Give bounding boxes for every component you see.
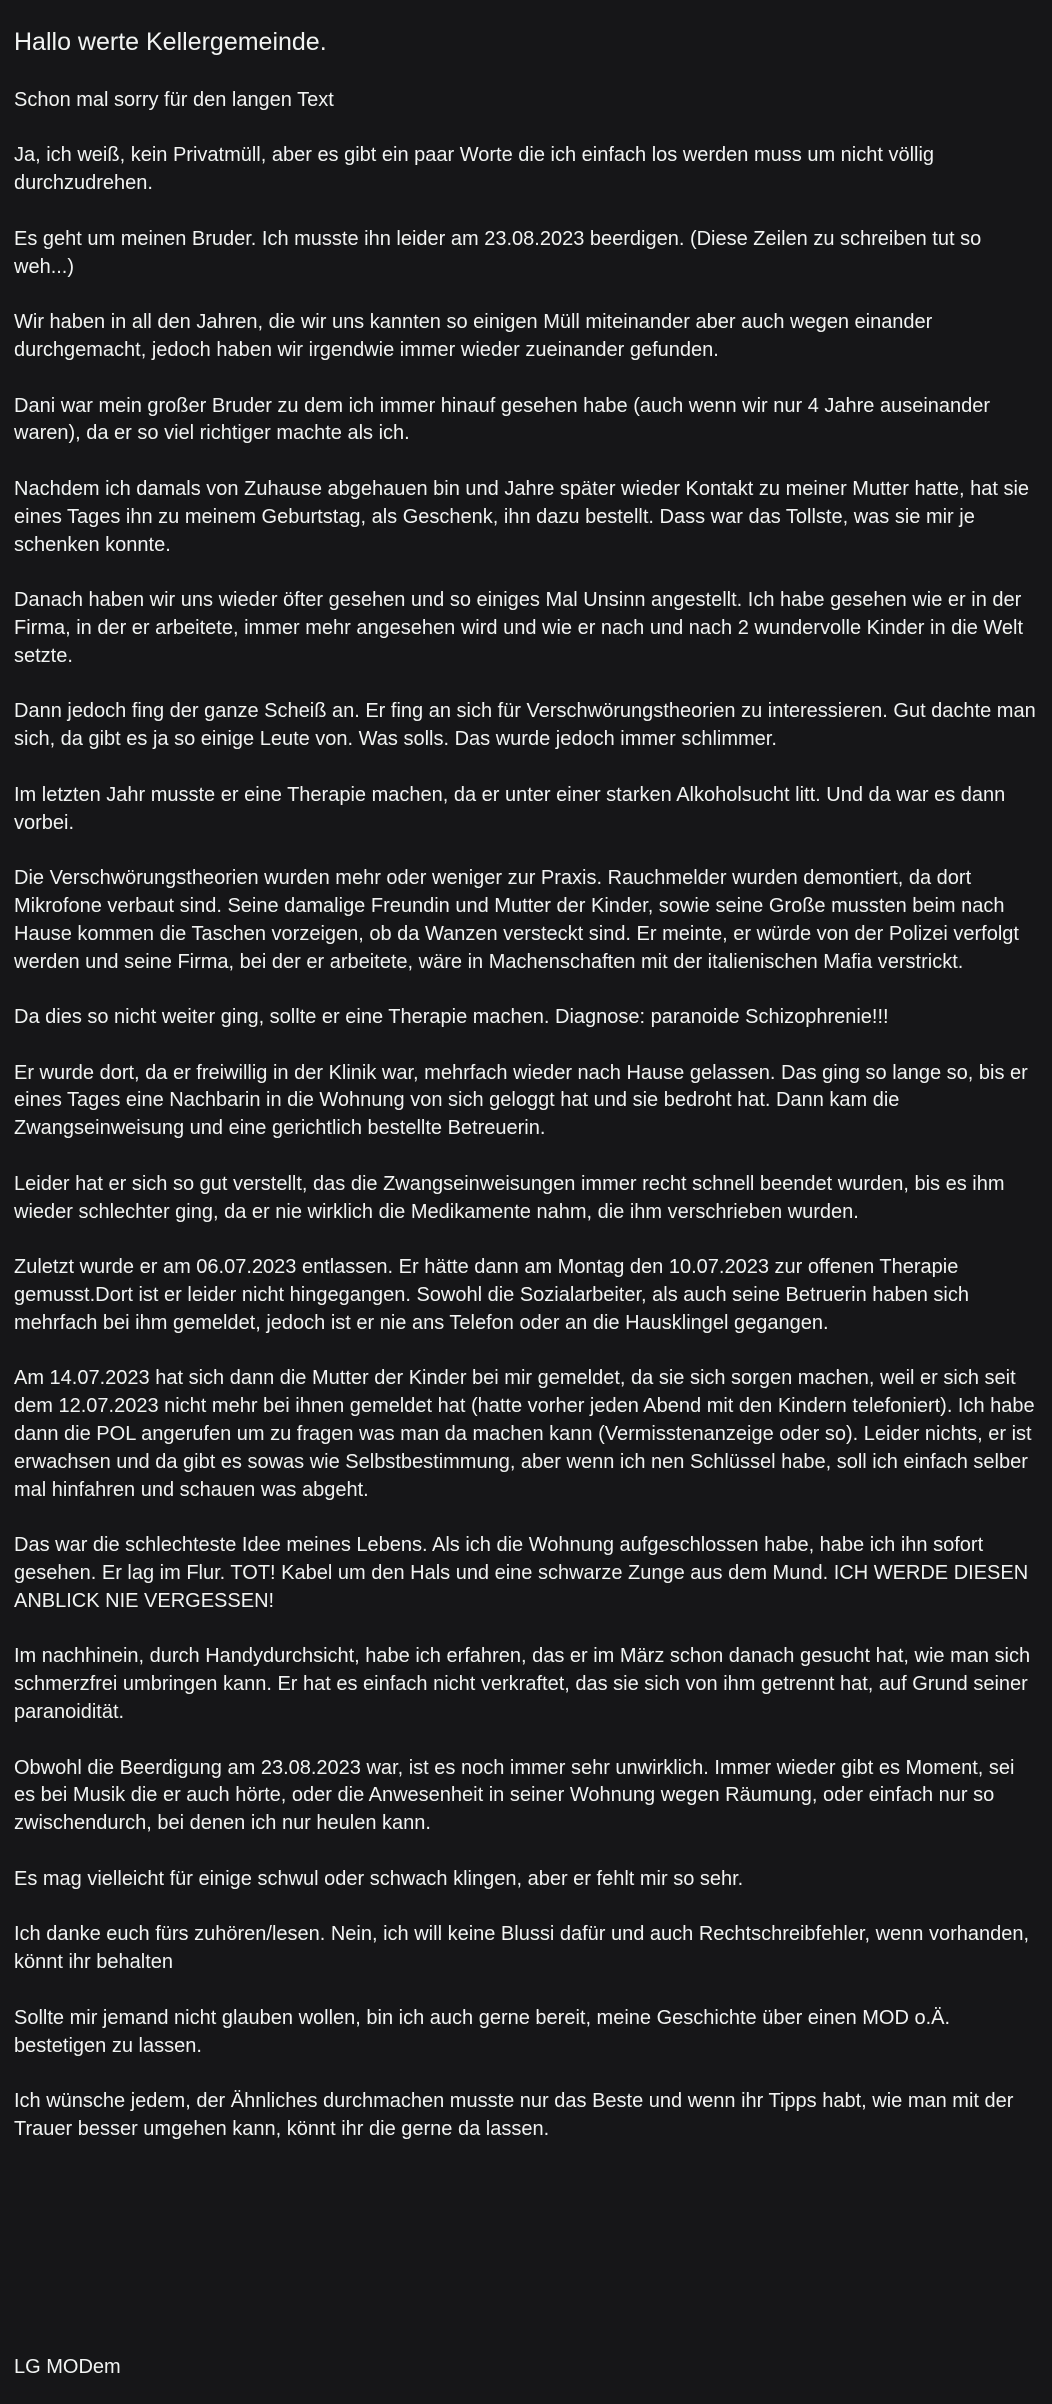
paragraph-years-together: Wir haben in all den Jahren, die wir uns kannten so einigen Müll miteinander aber auch wegen einander durchgemacht, jedoch haben wir irgendwie immer wieder zueinander gefunden. (14, 311, 933, 361)
post-heading: Hallo werte Kellergemeinde. (14, 28, 327, 56)
paragraph-funeral-unreal: Obwohl die Beerdigung am 23.08.2023 war, ist es noch immer sehr unwirklich. Immer wieder gibt es Moment, sei es bei Musik die er auch hörte, oder die Anwesenheit in seiner Wohnung wegen Räumung, oder einfach nur so zwischendurch, bei denen ich nur heulen kann. (14, 1756, 1015, 1835)
paragraph-phone-search: Im nachhinein, durch Handydurchsicht, habe ich erfahren, das er im März schon danach gesucht hat, wie man sich schmerzfrei umbringen kann. Er hat es einfach nicht verkraftet, das sie sich von ihm getrennt hat, auf Grund seiner paranoidität. (14, 1645, 1031, 1724)
paragraph-diagnosis: Da dies so nicht weiter ging, sollte er eine Therapie machen. Diagnose: paranoide Schizophrenie!!! (14, 1006, 889, 1029)
paragraph-mod-confirmation: Sollte mir jemand nicht glauben wollen, bin ich auch gerne bereit, meine Geschichte über einen MOD o.Ä. bestetigen zu lassen. (14, 2006, 951, 2057)
paragraph-big-brother: Dani war mein großer Bruder zu dem ich immer hinauf gesehen habe (auch wenn wir nur 4 Jahre auseinander waren), da er so viel richtiger machte als ich. (14, 394, 991, 445)
paragraph-alcohol-therapy: Im letzten Jahr musste er eine Therapie machen, da er unter einer starken Alkoholsucht litt. Und da war es dann vorbei. (14, 783, 1006, 834)
paragraph-clinic-release: Er wurde dort, da er freiwillig in der Klinik war, mehrfach wieder nach Hause gelassen. Das ging so lange so, bis er eines Tages eine Nachbarin in die Wohnung von sich geloggt hat und sie bedroht hat. Dann kam die Zwangseinweisung und eine gerichtlich bestellte Betreuerin. (14, 1061, 1028, 1140)
paragraph-thanks: Ich danke euch fürs zuhören/lesen. Nein, ich will keine Blussi dafür und auch Rechtschreibfehler, wenn vorhanden, könnt ihr behalten (14, 1923, 1030, 1974)
paragraph-last-release: Zuletzt wurde er am 06.07.2023 entlassen. Er hätte dann am Montag den 10.07.2023 zur offenen Therapie gemusst.Dort ist er leider nicht hingegangen. Sowohl die Sozialarbeiter, als auch seine Betruerin haben sich mehrfach bei ihm gemeldet, jedoch ist er nie ans Telefon oder an die Hausklingel gegangen. (14, 1256, 969, 1334)
paragraph-forced-admissions: Leider hat er sich so gut verstellt, das die Zwangseinweisungen immer recht schnell beendet wurden, bis es ihm wieder schlechter ging, da er nie wirklich die Medikamente nahm, die ihm verschrieben wurden. (14, 1172, 1005, 1223)
paragraph-firm-and-kids: Danach haben wir uns wieder öfter gesehen und so einiges Mal Unsinn angestellt. Ich habe gesehen wie er in der Firma, in der er arbeitete, immer mehr angesehen wird und wie er nach und nach 2 wundervolle Kinder in die Welt setzte. (14, 589, 1024, 667)
post-signature: LG MODem (14, 2355, 121, 2378)
paragraph-no-private-trash: Ja, ich weiß, kein Privatmüll, aber es gibt ein paar Worte die ich einfach los werden muss um nicht völlig durchzudrehen. (14, 144, 935, 195)
paragraph-brother-funeral: Es geht um meinen Bruder. Ich musste ihn leider am 23.08.2023 beerdigen. (Diese Zeilen zu schreiben tut so weh...) (14, 227, 982, 278)
paragraph-worst-idea: Das war die schlechteste Idee meines Lebens. Als ich die Wohnung aufgeschlossen habe, habe ich ihn sofort gesehen. Er lag im Flur. TOT! Kabel um den Hals und eine schwarze Zunge aus dem Mund. ICH WERDE DIESEN ANBLICK NIE VERGESSEN! (14, 1534, 1029, 1612)
paragraph-conspiracy-begin: Dann jedoch fing der ganze Scheiß an. Er fing an sich für Verschwörungstheorien zu interessieren. Gut dachte man sich, da gibt es ja so einige Leute von. Was solls. Das wurde jedoch immer schlimmer. (14, 700, 1036, 751)
paragraph-sorry-long-text: Schon mal sorry für den langen Text (14, 88, 334, 111)
paragraph-missing-him: Es mag vielleicht für einige schwul oder schwach klingen, aber er fehlt mir so sehr. (14, 1867, 744, 1890)
paragraph-mother-contact-police: Am 14.07.2023 hat sich dann die Mutter der Kinder bei mir gemeldet, da sie sich sorgen machen, weil er sich seit dem 12.07.2023 nicht mehr bei ihnen gemeldet hat (hatte vorher jeden Abend mit den Kindern telefoniert). Ich habe dann die POL angerufen um zu fragen was man da machen kann (Vermisstenanzeige oder so). Leider nichts, er ist erwachsen und da gibt es sowas wie Selbstbestimmung, aber wenn ich nen Schlüssel habe, soll ich einfach selber mal hinfahren und schauen was abgeht. (14, 1367, 1035, 1501)
paragraph-conspiracy-praxis: Die Verschwörungstheorien wurden mehr oder weniger zur Praxis. Rauchmelder wurden demontiert, da dort Mikrofone verbaut sind. Seine damalige Freundin und Mutter der Kinder, sowie seine Große mussten beim nach Hause kommen die Taschen vorzeigen, ob da Wanzen versteckt sind. Er meinte, er würde von der Polizei verfolgt werden und seine Firma, bei der er arbeitete, wäre in Machenschaften mit der italienischen Mafia verstrickt. (14, 867, 1019, 973)
paragraph-birthday-gift: Nachdem ich damals von Zuhause abgehauen bin und Jahre später wieder Kontakt zu meiner Mutter hatte, hat sie eines Tages ihn zu meinem Geburtstag, als Geschenk, ihn dazu bestellt. Dass war das Tollste, was sie mir je schenken konnte. (14, 477, 1030, 556)
paragraph-wishes-tips: Ich wünsche jedem, der Ähnliches durchmachen musste nur das Beste und wenn ihr Tipps habt, wie man mit der Trauer besser umgehen kann, könnt ihr die gerne da lassen. (14, 2090, 1014, 2140)
